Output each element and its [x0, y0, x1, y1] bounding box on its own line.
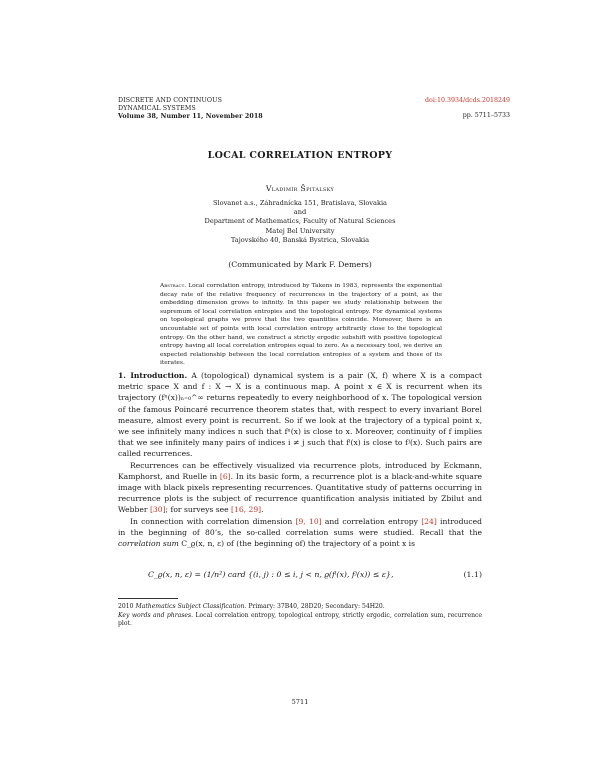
msc-line	[118, 603, 482, 612]
equation-body: C_ϱ(x, n, ε) = (1/n²) card {(i, j) : 0 ≤ i, j < n, ϱ(fⁱ(x), fʲ(x)) ≤ ε},	[148, 570, 394, 579]
journal-header	[118, 97, 263, 121]
msc-year: 2010	[118, 603, 134, 610]
affiliation-line: Slovanet a.s., Záhradnícka 151, Bratislava, Slovakia	[212, 199, 387, 207]
affiliation-line: Tajovského 40, Banská Bystrica, Slovakia	[230, 235, 370, 244]
paragraph-text: and correlation entropy	[321, 516, 422, 526]
equation-1-1	[118, 567, 482, 581]
paragraph-text: Recurrences can be effectively visualized via recurrence plots, introduced by Eckmann, Kamphorst, and Ruelle in	[118, 460, 482, 481]
doi-header	[425, 97, 510, 120]
affiliation	[0, 199, 600, 245]
equation-number: (1.1)	[463, 570, 482, 579]
author-name: Vladimír Špitalský	[265, 184, 335, 193]
paper-title: LOCAL CORRELATION ENTROPY	[207, 150, 393, 161]
journal-name-line2: DYNAMICAL SYSTEMS	[118, 105, 196, 112]
footnote-rule	[118, 598, 178, 599]
intro-paragraph	[118, 516, 482, 550]
intro-paragraph	[118, 460, 482, 516]
msc-text: Primary: 37B40, 28D20; Secondary: 54H20.	[248, 603, 385, 610]
msc-label: Mathematics Subject Classification.	[135, 603, 247, 610]
section-heading: 1. Introduction.	[118, 371, 188, 380]
communicated-by: (Communicated by Mark F. Demers)	[228, 260, 372, 269]
journal-name-line1: DISCRETE AND CONTINUOUS	[118, 97, 222, 104]
paragraph-text: introduced in the beginning of 80’s, the so-called correlation sums were studied. Recall that the	[118, 516, 482, 537]
page-number: 5711	[291, 698, 309, 706]
emphasis-term: correlation sum	[118, 539, 179, 549]
introduction-section	[118, 370, 482, 549]
citation-link[interactable]: [9, 10]	[295, 516, 322, 526]
affiliation-line: and	[293, 208, 307, 217]
keywords-text: Local correlation entropy, topological entropy, strictly ergodic, correlation sum, recurrence plot.	[118, 611, 483, 627]
abstract-label: Abstract.	[160, 283, 187, 289]
citation-link[interactable]: [6]	[219, 471, 231, 481]
footnote	[118, 603, 482, 629]
intro-paragraph	[118, 370, 482, 460]
keywords-label: Key words and phrases.	[118, 611, 194, 619]
affiliation-line: Department of Mathematics, Faculty of Natural Sciences	[204, 217, 396, 226]
paragraph-text: ; for surveys see	[165, 505, 232, 515]
affiliation-line: Matej Bel University	[265, 226, 335, 235]
citation-link[interactable]: [30]	[149, 505, 166, 515]
citation-link[interactable]: [16, 29]	[231, 505, 262, 515]
abstract-text: Local correlation entropy, introduced by Takens in 1983, represents the exponential decay rate of the relative frequency of recurrences in the trajectory of a point, as the embedding dimension grows to infinity. In this paper we study relationship between the supremum of local correlation entropies and the topological entropy. For dynamical systems on topological graphs we prove that the two quantities coincide. Moreover, there is an uncountable set of points with local correlation entropy arbitrarily close to the topological entropy. On the other hand, we construct a strictly ergodic subshift with positive topological entropy having all local correlation entropies equal to zero. As a necessary tool, we derive an expected relationship between the local correlation entropies of a system and those of its iterates.	[160, 283, 442, 367]
paragraph-text: . In its basic form, a recurrence plot is a black-and-white square image with black pixels representing recurrences. Quantitative study of patterns occurring in recurrence plots is the subject of recurrence quantification analysis initiated by Zbilut and Webber	[118, 471, 482, 515]
paragraph-text: C_ϱ(x, n, ε) of (the beginning of) the trajectory of a point x is	[178, 539, 415, 549]
page-range: pp. 5711–5733	[462, 112, 510, 119]
abstract	[160, 282, 442, 368]
doi-link[interactable]: doi:10.3934/dcds.2018249	[425, 97, 510, 104]
paragraph-text: .	[261, 505, 264, 515]
volume-line: Volume 38, Number 11, November 2018	[118, 113, 263, 120]
keywords-line	[118, 612, 482, 629]
citation-link[interactable]: [24]	[421, 516, 437, 526]
paragraph-text: A (topological) dynamical system is a pair (X, f) where X is a compact metric space X and f : X → X is a continuous map. A point x ∈ X is recurrent when its trajectory (fⁿ(x))ₙ₌₀^∞ returns repeatedly to every neighborhood of x. The topological version of the famous Poincaré recurrence theorem states that, with respect to every invariant Borel measure, almost every point is recurrent. So if we look at the trajectory of a typical point x, we see infinitely many indices n such that fⁿ(x) is close to x. Moreover, continuity of f implies that we see infinitely many pairs of indices i ≠ j such that fⁱ(x) is close to fʲ(x). Such pairs are called recurrences.	[118, 371, 483, 459]
paragraph-text: In connection with correlation dimension	[130, 516, 296, 526]
